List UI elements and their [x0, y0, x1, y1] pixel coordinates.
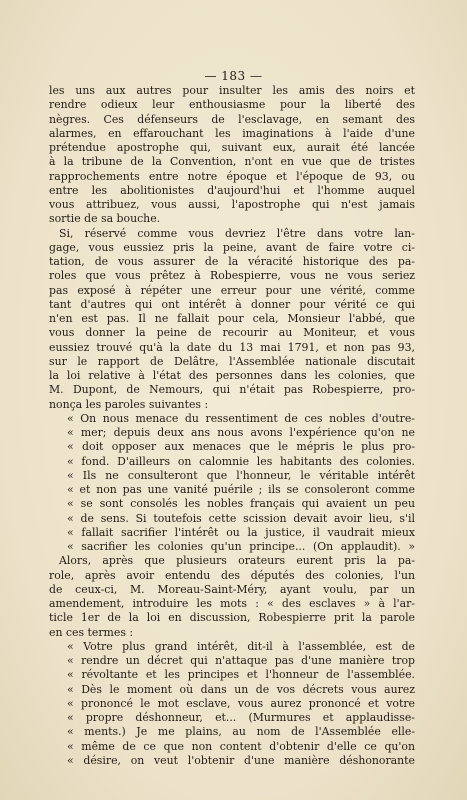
text-line: la loi relative à l'état des personnes dans les colonies, que: [49, 369, 415, 382]
text-line: « sacrifier les colonies qu'un principe... (On applaudit). »: [67, 540, 415, 553]
text-line: « révoltante et les principes et l'honneur de l'assemblée.: [67, 668, 415, 682]
text-line: en ces termes :: [49, 625, 134, 639]
text-line: « rendre un décret qui n'attaque pas d'une manière trop: [67, 654, 415, 667]
text-line: role, après avoir entendu des députés des colonies, l'un: [49, 568, 415, 582]
text-line: vous attribuez, vous aussi, l'apostrophe qui n'est jamais: [49, 198, 415, 211]
text-line: « ments.) Je me plains, au nom de l'Assemblée elle-: [67, 725, 415, 739]
text-line: M. Dupont, de Nemours, qui n'était pas Robespierre, pro-: [49, 383, 415, 397]
body-text: [49, 84, 415, 768]
text-line: pas exposé à répéter une erreur pour une vérité, comme: [49, 283, 415, 297]
text-line: « On nous menace du ressentiment de ces nobles d'outre-: [67, 411, 415, 425]
text-line: rendre odieux leur enthousiasme pour la liberté des: [49, 98, 415, 112]
text-line: sortie de sa bouche.: [49, 212, 161, 226]
text-line: « Dès le moment où dans un de vos décrets vous aurez: [67, 682, 415, 696]
text-line: vous donner la peine de recourir au Moniteur, et vous: [49, 326, 415, 340]
text-line: « Votre plus grand intérêt, dit-il à l'assemblée, est de: [67, 639, 415, 653]
text-line: « fallait sacrifier l'intérêt ou la justice, il vaudrait mieux: [67, 525, 415, 539]
text-line: « propre déshonneur, et... (Murmures et applaudisse-: [67, 711, 415, 724]
text-line: « se sont consolés les nobles français qui avaient un peu: [67, 497, 415, 511]
text-line: « doit opposer aux menaces que le mépris le plus pro-: [67, 440, 415, 454]
text-line: alarmes, en effarouchant les imaginations à l'aide d'une: [49, 126, 415, 140]
text-line: roles que vous prêtez à Robespierre, vous ne vous seriez: [49, 269, 415, 283]
text-line: « même de ce que non content d'obtenir d'elle ce qu'on: [67, 739, 415, 753]
text-line: Alors, après que plusieurs orateurs eurent pris la pa-: [59, 554, 415, 568]
text-line: tant d'autres qui ont intérêt à donner pour vérité ce qui: [49, 297, 415, 311]
text-line: de ceux-ci, M. Moreau-Saint-Méry, ayant voulu, par un: [49, 582, 415, 596]
text-line: tation, de vous assurer de la véracité historique des pa-: [49, 255, 415, 268]
text-line: « fond. D'ailleurs on calomnie les habitants des colonies.: [67, 454, 415, 468]
text-line: entre les abolitionistes d'aujourd'hui et l'homme auquel: [49, 183, 415, 197]
text-line: amendement, introduire les mots : « des esclaves » à l'ar-: [49, 597, 415, 610]
text-line: eussiez trouvé qu'à la date du 13 mai 1791, et non pas 93,: [49, 340, 415, 354]
text-line: sur le rapport de Delâtre, l'Assemblée nationale discutait: [49, 354, 415, 368]
page-number: — 183 —: [204, 69, 263, 83]
text-line: « mer; depuis deux ans nous avons l'expérience qu'on ne: [67, 426, 415, 439]
text-line: n'en est pas. Il ne fallait pour cela, Monsieur l'abbé, que: [49, 312, 415, 325]
text-line: rapprochements entre notre époque et l'époque de 93, ou: [49, 169, 415, 183]
text-line: ticle 1er de la loi en discussion, Robespierre prit la parole: [49, 611, 415, 625]
text-line: à la tribune de la Convention, n'ont en vue que de tristes: [49, 155, 415, 169]
text-line: les uns aux autres pour insulter les amis des noirs et: [49, 84, 415, 97]
text-line: gage, vous eussiez pris la peine, avant de faire votre ci-: [49, 240, 415, 254]
text-line: « et non pas une vanité puérile ; ils se consoleront comme: [67, 483, 415, 496]
text-line: nonça les paroles suivantes :: [49, 397, 209, 411]
text-line: « de sens. Si toutefois cette scission devait avoir lieu, s'il: [67, 511, 415, 525]
text-line: Si, réservé comme vous devriez l'être dans votre lan-: [59, 226, 415, 240]
text-line: « Ils ne consulteront que l'honneur, le véritable intérêt: [67, 468, 415, 482]
text-line: nègres. Ces défenseurs de l'esclavage, en semant des: [49, 112, 415, 126]
text-line: prétendue apostrophe qui, suivant eux, aurait été lancée: [49, 141, 415, 154]
text-line: « prononcé le mot esclave, vous aurez prononcé et votre: [67, 696, 415, 710]
text-line: « désire, on veut l'obtenir d'une manière déshonorante: [67, 753, 415, 767]
